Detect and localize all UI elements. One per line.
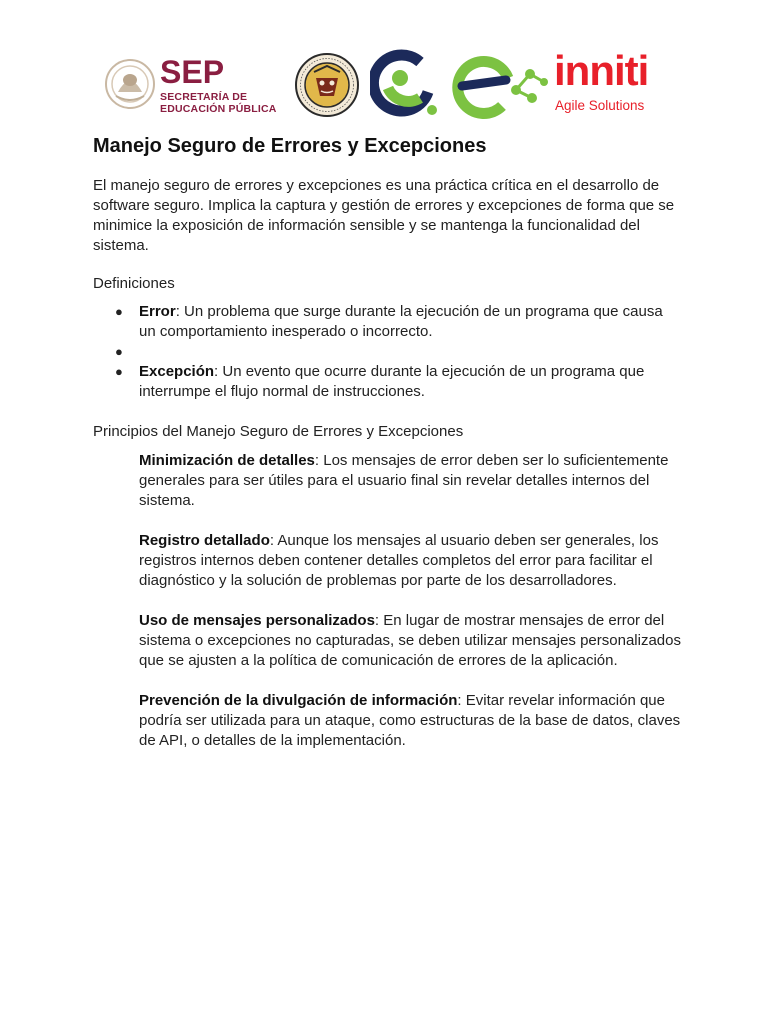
list-item — [139, 451, 683, 511]
list-item — [115, 302, 683, 342]
principle-text: : Aunque los mensajes al usuario deben ser generales, los registros internos deben contener detalles completos del error para facilitar el diagnóstico y la solución de problemas por parte de los desarrolladores. — [139, 532, 659, 589]
list-item — [139, 691, 683, 751]
principles-heading: Principios del Manejo Seguro de Errores y Excepciones — [93, 423, 464, 440]
institute-seal-icon — [294, 52, 360, 118]
definition-term: Excepción — [139, 363, 215, 380]
sep-subtitle-line2: EDUCACIÓN PÚBLICA — [160, 102, 277, 115]
inniti-logo — [552, 48, 672, 120]
principle-term: Uso de mensajes personalizados — [139, 612, 375, 629]
sep-subtitle — [160, 92, 277, 115]
sep-acronym: SEP — [160, 54, 225, 90]
principles-list — [139, 451, 683, 771]
definition-term: Error — [139, 303, 176, 320]
definitions-heading: Definiciones — [93, 275, 175, 292]
definitions-list — [115, 302, 683, 402]
principle-text: : En lugar de mostrar mensajes de error del sistema o excepciones no capturadas, se deben utilizar mensajes personalizados que se ajusten a la política de comunicación de errores de la aplicación. — [139, 612, 681, 669]
inniti-wordmark: inniti — [554, 47, 649, 94]
definition-text: : Un problema que surge durante la ejecución de un programa que causa un comportamiento inesperado o incorrecto. — [139, 303, 663, 340]
sep-logo — [104, 52, 284, 118]
principle-term: Prevención de la divulgación de información — [139, 692, 458, 709]
list-item — [115, 362, 683, 402]
e-network-logo — [450, 50, 550, 120]
principle-term: Minimización de detalles — [139, 452, 315, 469]
c-brand-logo — [370, 48, 442, 120]
logo-header — [0, 44, 768, 128]
list-item — [115, 342, 683, 362]
list-item — [139, 611, 683, 671]
principle-text: : Evitar revelar información que podría ser utilizada para un ataque, como estructuras de la base de datos, claves de API, o detalles de la implementación. — [139, 692, 681, 749]
mexico-coat-of-arms-icon — [104, 56, 156, 112]
c-brand-icon — [370, 48, 442, 120]
definition-text: : Un evento que ocurre durante la ejecución de un programa que interrumpe el flujo normal de instrucciones. — [139, 363, 645, 400]
document-title: Manejo Seguro de Errores y Excepciones — [93, 135, 487, 157]
e-network-icon — [450, 50, 550, 120]
bullet-icon: ● — [115, 304, 123, 319]
bullet-icon: ● — [115, 344, 123, 359]
intro-paragraph: El manejo seguro de errores y excepciones es una práctica crítica en el desarrollo de software seguro. Implica la captura y gestión de errores y excepciones de forma que se minimice la exposición de información sensible y se mantenga la funcionalidad del sistema. — [93, 177, 675, 254]
principle-term: Registro detallado — [139, 532, 270, 549]
institute-seal-logo — [294, 52, 360, 118]
principle-text: : Los mensajes de error deben ser lo suficientemente generales para ser útiles para el usuario final sin revelar detalles internos del sistema. — [139, 452, 669, 509]
list-item — [139, 531, 683, 591]
inniti-tagline: Agile Solutions — [555, 98, 645, 113]
bullet-icon: ● — [115, 364, 123, 379]
sep-subtitle-line1: SECRETARÍA DE — [160, 91, 248, 103]
